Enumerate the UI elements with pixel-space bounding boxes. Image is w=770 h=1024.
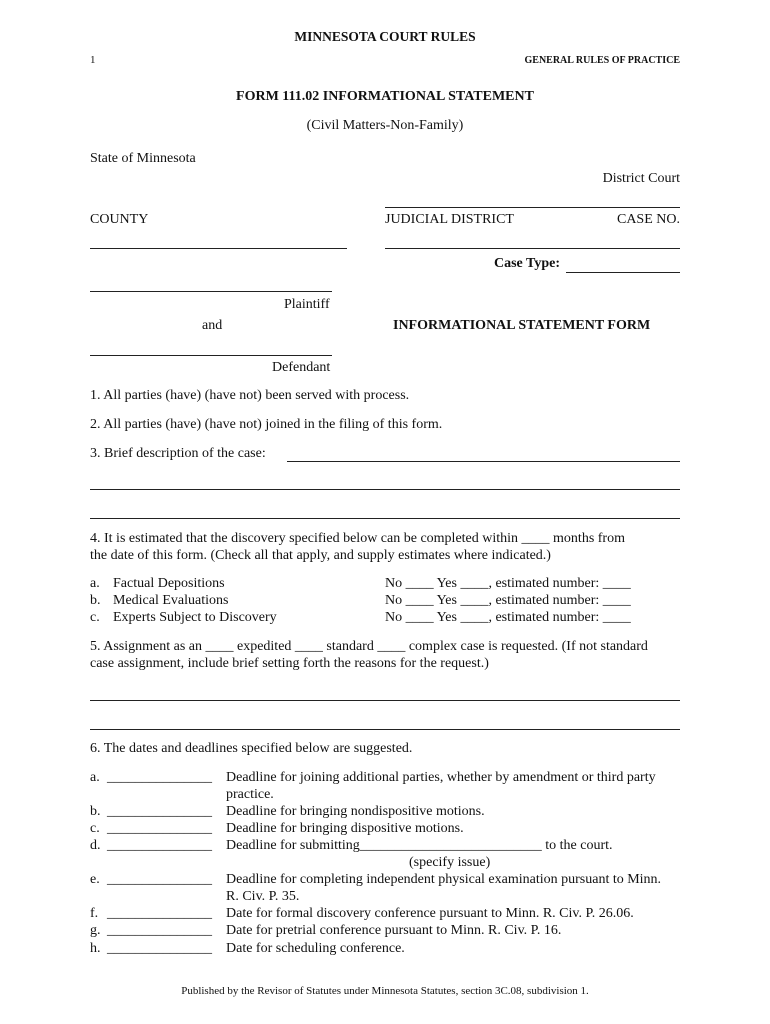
informational-statement-form-label: INFORMATIONAL STATEMENT FORM <box>393 318 651 333</box>
form-title: FORM 111.02 INFORMATIONAL STATEMENT <box>236 89 534 104</box>
county-label: COUNTY <box>90 212 149 227</box>
discovery-options-a: No ____ Yes ____, estimated number: ____ <box>385 576 631 591</box>
deadline-blank-d: _______________ <box>107 838 212 853</box>
discovery-letter-c: c. <box>90 610 100 625</box>
case-no-label: CASE NO. <box>616 212 680 227</box>
deadline-text-h: Date for scheduling conference. <box>226 941 405 956</box>
deadline-letter-e: e. <box>90 872 100 887</box>
deadline-blank-f: _______________ <box>107 906 212 921</box>
deadline-letter-g: g. <box>90 923 101 938</box>
item-2: 2. All parties (have) (have not) joined in the filing of this form. <box>90 417 443 432</box>
item-5-reasons-line-2 <box>90 729 680 730</box>
discovery-options-c: No ____ Yes ____, estimated number: ____ <box>385 610 631 625</box>
plaintiff-line <box>90 291 332 292</box>
deadline-text-e: Deadline for completing independent physical examination pursuant to Minn. <box>226 872 662 887</box>
running-header-title: MINNESOTA COURT RULES <box>294 29 476 44</box>
running-header-section: GENERAL RULES OF PRACTICE <box>524 55 680 66</box>
item-5-line-2: case assignment, include brief setting forth the reasons for the request.) <box>90 656 489 671</box>
discovery-label-experts: Experts Subject to Discovery <box>113 610 277 625</box>
district-court-label: District Court <box>602 171 680 186</box>
defendant-line <box>90 355 332 356</box>
case-description-line-2 <box>90 489 680 490</box>
deadline-blank-b: _______________ <box>107 804 212 819</box>
deadline-blank-a: _______________ <box>107 770 212 785</box>
deadline-blank-h: _______________ <box>107 941 212 956</box>
deadline-text-c: Deadline for bringing dispositive motions. <box>226 821 464 836</box>
deadline-text-e-cont: R. Civ. P. 35. <box>226 889 300 904</box>
footer-publisher-note: Published by the Revisor of Statutes under Minnesota Statutes, section 3C.08, subdivision 1. <box>181 985 589 997</box>
page-number: 1 <box>90 54 96 66</box>
deadline-text-a-cont: practice. <box>226 787 274 802</box>
discovery-options-b: No ____ Yes ____, estimated number: ____ <box>385 593 631 608</box>
item-5-line-1: 5. Assignment as an ____ expedited ____ standard ____ complex case is requested. (If not standard <box>90 639 648 654</box>
judicial-district-label: JUDICIAL DISTRICT <box>385 212 514 227</box>
deadline-letter-c: c. <box>90 821 100 836</box>
discovery-letter-b: b. <box>90 593 101 608</box>
county-line <box>90 248 347 249</box>
deadline-letter-b: b. <box>90 804 101 819</box>
case-type-line <box>566 272 680 273</box>
deadline-blank-c: _______________ <box>107 821 212 836</box>
deadline-text-f: Date for formal discovery conference pursuant to Minn. R. Civ. P. 26.06. <box>226 906 634 921</box>
deadline-letter-f: f. <box>90 906 99 921</box>
deadline-d-specify-issue: (specify issue) <box>409 855 491 870</box>
deadline-letter-h: h. <box>90 941 101 956</box>
state-label: State of Minnesota <box>90 151 196 166</box>
deadline-letter-d: d. <box>90 838 101 853</box>
item-1: 1. All parties (have) (have not) been served with process. <box>90 388 410 403</box>
case-type-label: Case Type: <box>494 256 560 271</box>
item-4-line-2: the date of this form. (Check all that apply, and supply estimates where indicated.) <box>90 548 551 563</box>
form-subtitle: (Civil Matters-Non-Family) <box>306 118 464 133</box>
case-no-line <box>385 248 680 249</box>
item-6: 6. The dates and deadlines specified below are suggested. <box>90 741 413 756</box>
case-description-line-3 <box>90 518 680 519</box>
defendant-label: Defendant <box>272 360 331 375</box>
discovery-label-medical-evaluations: Medical Evaluations <box>113 593 229 608</box>
discovery-label-factual-depositions: Factual Depositions <box>113 576 225 591</box>
deadline-text-b: Deadline for bringing nondispositive motions. <box>226 804 485 819</box>
item-4-line-1: 4. It is estimated that the discovery specified below can be completed within ____ months from <box>90 531 625 546</box>
discovery-letter-a: a. <box>90 576 100 591</box>
plaintiff-label: Plaintiff <box>284 297 330 312</box>
deadline-letter-a: a. <box>90 770 100 785</box>
deadline-text-d: Deadline for submitting__________________________ to the court. <box>226 838 613 853</box>
deadline-text-a: Deadline for joining additional parties, whether by amendment or third party <box>226 770 656 785</box>
item-3-label: 3. Brief description of the case: <box>90 446 266 461</box>
deadline-blank-g: _______________ <box>107 923 212 938</box>
deadline-text-g: Date for pretrial conference pursuant to Minn. R. Civ. P. 16. <box>226 923 562 938</box>
and-label: and <box>202 318 223 333</box>
case-description-line-1 <box>287 461 680 462</box>
deadline-blank-e: _______________ <box>107 872 212 887</box>
item-5-reasons-line-1 <box>90 700 680 701</box>
district-court-line <box>385 207 680 208</box>
